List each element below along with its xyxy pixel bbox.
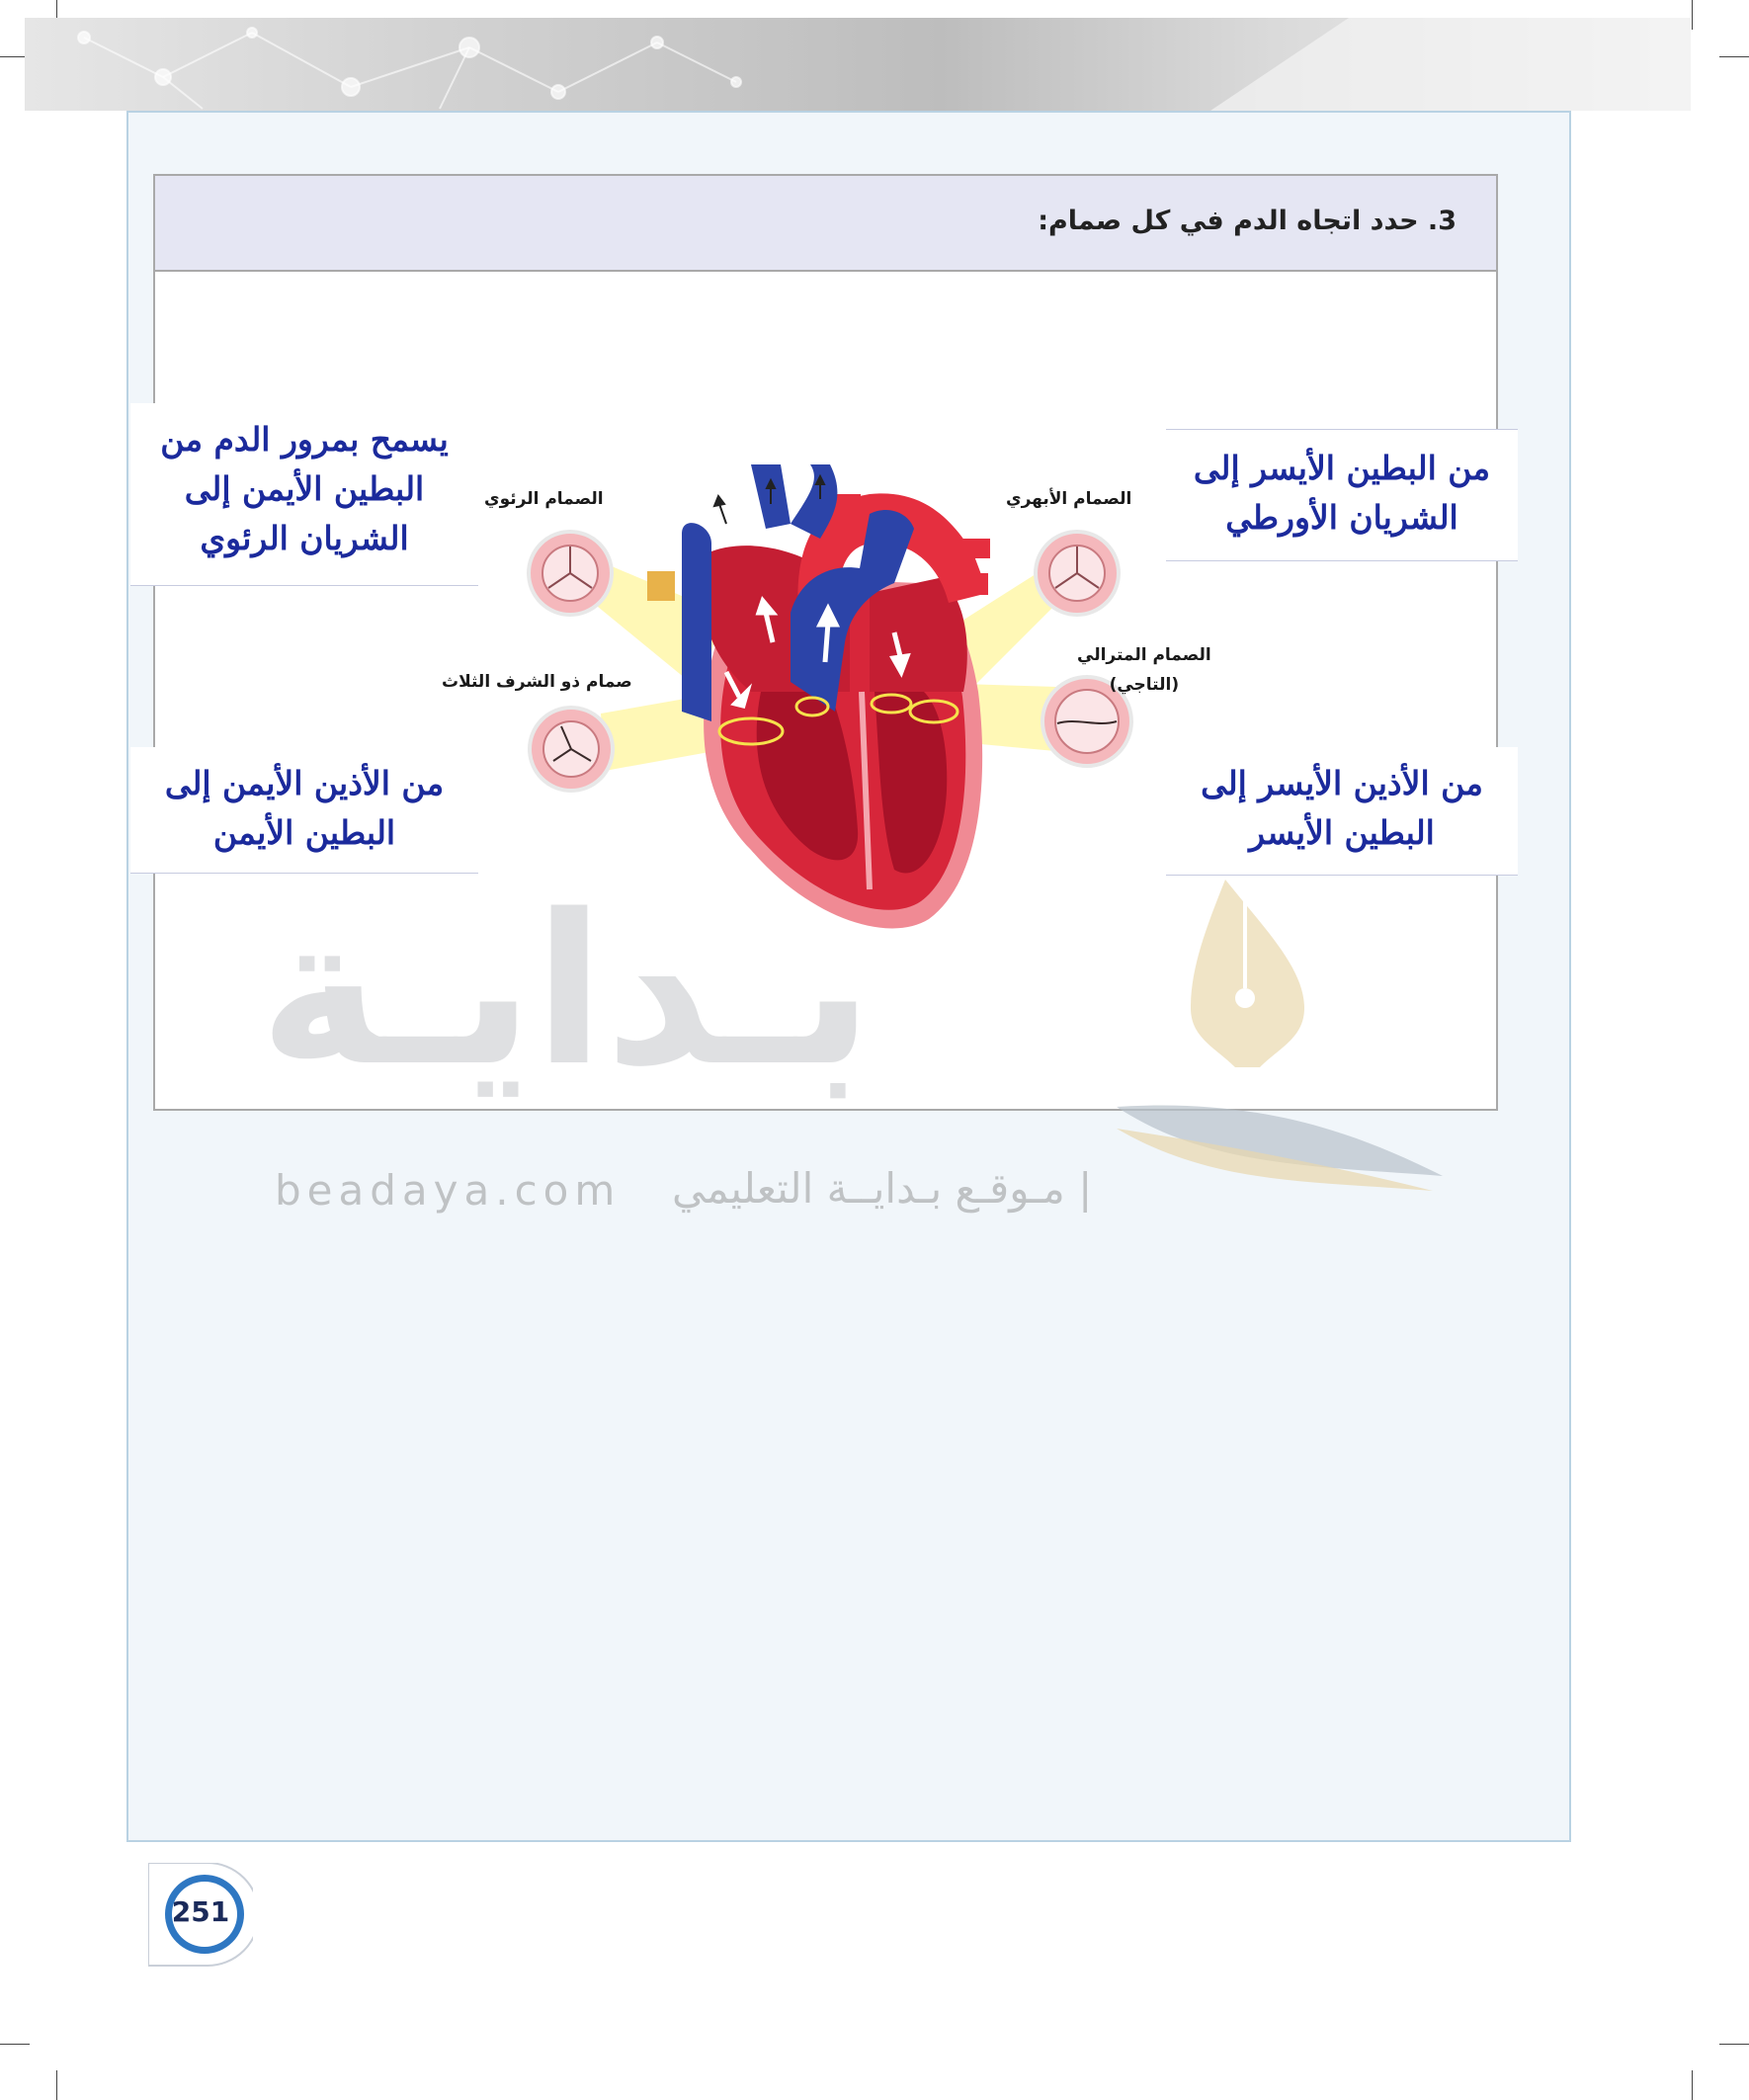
watermark-pen-icon	[1117, 870, 1492, 1196]
answer-line: يسمح بمرور الدم من	[160, 420, 449, 459]
label-mitral-text-2: (التاجي)	[1109, 675, 1180, 695]
question-text: 3. حدد اتجاه الدم في كل صمام:	[1038, 206, 1457, 236]
tricuspid-valve-closeup	[530, 708, 613, 791]
label-aortic-text: الصمام الأبهري	[1006, 489, 1132, 509]
answer-line: من البطين الأيسر إلى	[1193, 449, 1491, 487]
answer-aortic	[1166, 429, 1518, 561]
pulmonary-valve-closeup	[529, 532, 612, 615]
label-tricuspid-text: صمام ذو الشرف الثلاث	[442, 672, 632, 692]
aorta-branch	[835, 494, 861, 534]
answer-pulmonary	[130, 403, 478, 586]
label-mitral-valve	[1077, 640, 1211, 700]
answer-line: البطين الأيسر	[1249, 813, 1435, 852]
page-number: 251	[171, 1895, 230, 1928]
aortic-valve-closeup	[1036, 532, 1119, 615]
answer-line: الشريان الرئوي	[200, 519, 409, 557]
answer-line: البطين الأيمن	[212, 813, 396, 852]
label-pulmonary-text: الصمام الرئوي	[484, 489, 604, 509]
label-tricuspid-valve	[442, 667, 632, 697]
pulmonary-stub	[647, 571, 675, 601]
watermark-tagline: | مـوقـع بـدايــة التعليمي	[672, 1164, 1093, 1213]
label-pulmonary-valve	[484, 484, 604, 514]
pulmonary-vein-upper	[951, 539, 990, 558]
watermark-logo-text: بـدايـة	[259, 870, 874, 1112]
watermark-site: beadaya.com	[275, 1166, 622, 1215]
answer-line: من الأذين الأيمن إلى	[164, 764, 445, 802]
label-aortic-valve	[1006, 484, 1131, 514]
label-mitral-text-1: الصمام المترالي	[1077, 645, 1211, 665]
answer-line: من الأذين الأيسر إلى	[1201, 764, 1483, 802]
superior-vena-cava	[682, 523, 711, 721]
answer-tricuspid	[130, 747, 478, 874]
pulmonary-vein	[951, 573, 988, 595]
answer-mitral	[1166, 747, 1518, 876]
answer-line: البطين الأيمن إلى	[184, 469, 425, 508]
answer-line: الشريان الأورطي	[1225, 498, 1458, 537]
